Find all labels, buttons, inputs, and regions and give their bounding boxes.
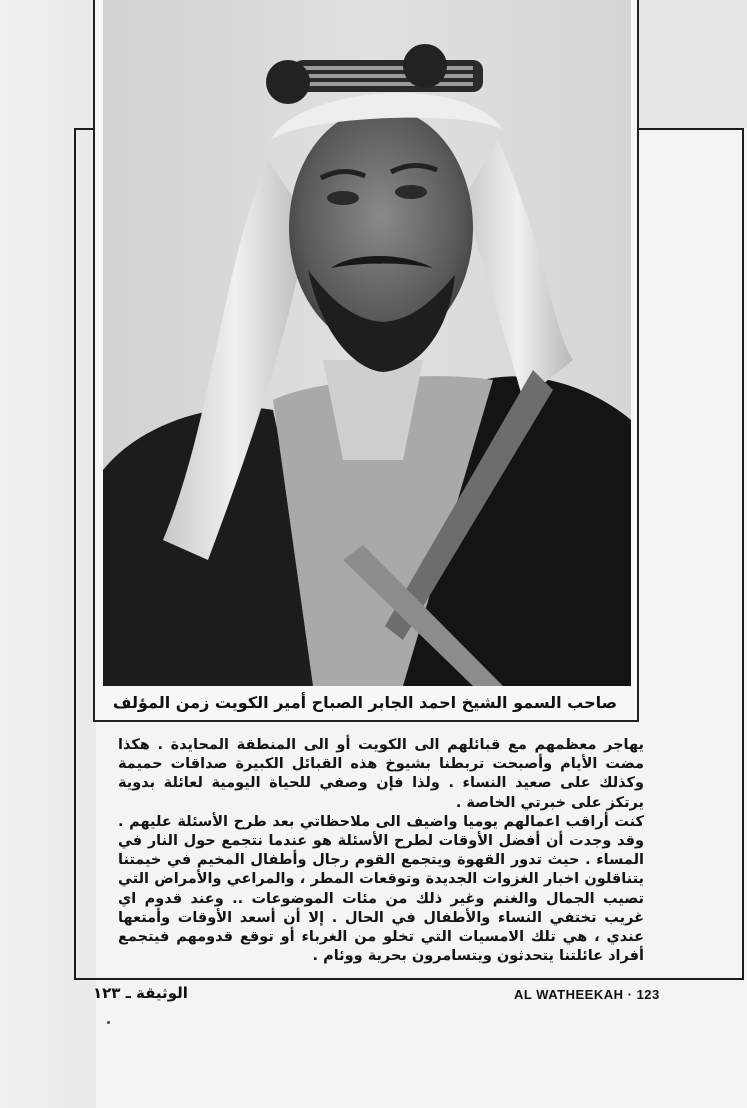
page-number-latin: AL WATHEEKAH · 123 [514,987,660,1002]
portrait-photo [103,0,631,686]
photo-caption: صاحب السمو الشيخ احمد الجابر الصباح أمير الكويت زمن المؤلف [112,693,618,712]
scan-margin [0,0,96,1108]
portrait-illustration [103,0,631,686]
frame-rule [634,128,744,130]
article-paragraph: يهاجر معظمهم مع قبائلهم الى الكويت أو الى المنطقة المحايدة . هكذا مضت الأيام وأصبحت تربطنا بشيوخ هذه القبائل الكبيرة صداقات حميمة وكذلك على صعيد النساء . ولذا فإن وصفي للحياة اليومية لعائلة بدوية يرتكز على خبرتي الخاصة . [118,737,644,811]
article-body [118,736,644,966]
frame-rule [74,978,744,980]
article-paragraph: كنت أراقب اعمالهم يوميا واضيف الى ملاحظاتي بعد طرح الأسئلة عليهم . وقد وجدت أن أفضل الأوقات لطرح الأسئلة هو عندما نتجمع حول النار في المساء . حيث تدور القهوة ويتجمع القوم رجال وأطفال المخيم في خيمتنا يتناقلون اخبار الغزوات الجديدة وتوقعات المطر ، والمراعي والأمراض التي تصيب الجمال والغنم وغير ذلك من مئات الموضوعات .. وعند قدوم اي غريب تختفي النساء والأطفال في الحال . إلا أن أسعد الأوقات وأمتعها عندي ، هي تلك الامسيات التي تخلو من الغرباء أو توقع قدومهم فيتجمع أفراد عائلتنا يتحدثون ويتسامرون بحرية ووئام . [118,813,644,965]
frame-rule [742,128,744,980]
photo-frame [93,0,639,722]
page-number-arabic: الوثيقة ـ ١٢٣ [93,984,188,1002]
scan-speck [107,1021,110,1024]
scan-margin [636,0,747,128]
frame-rule [74,128,76,980]
